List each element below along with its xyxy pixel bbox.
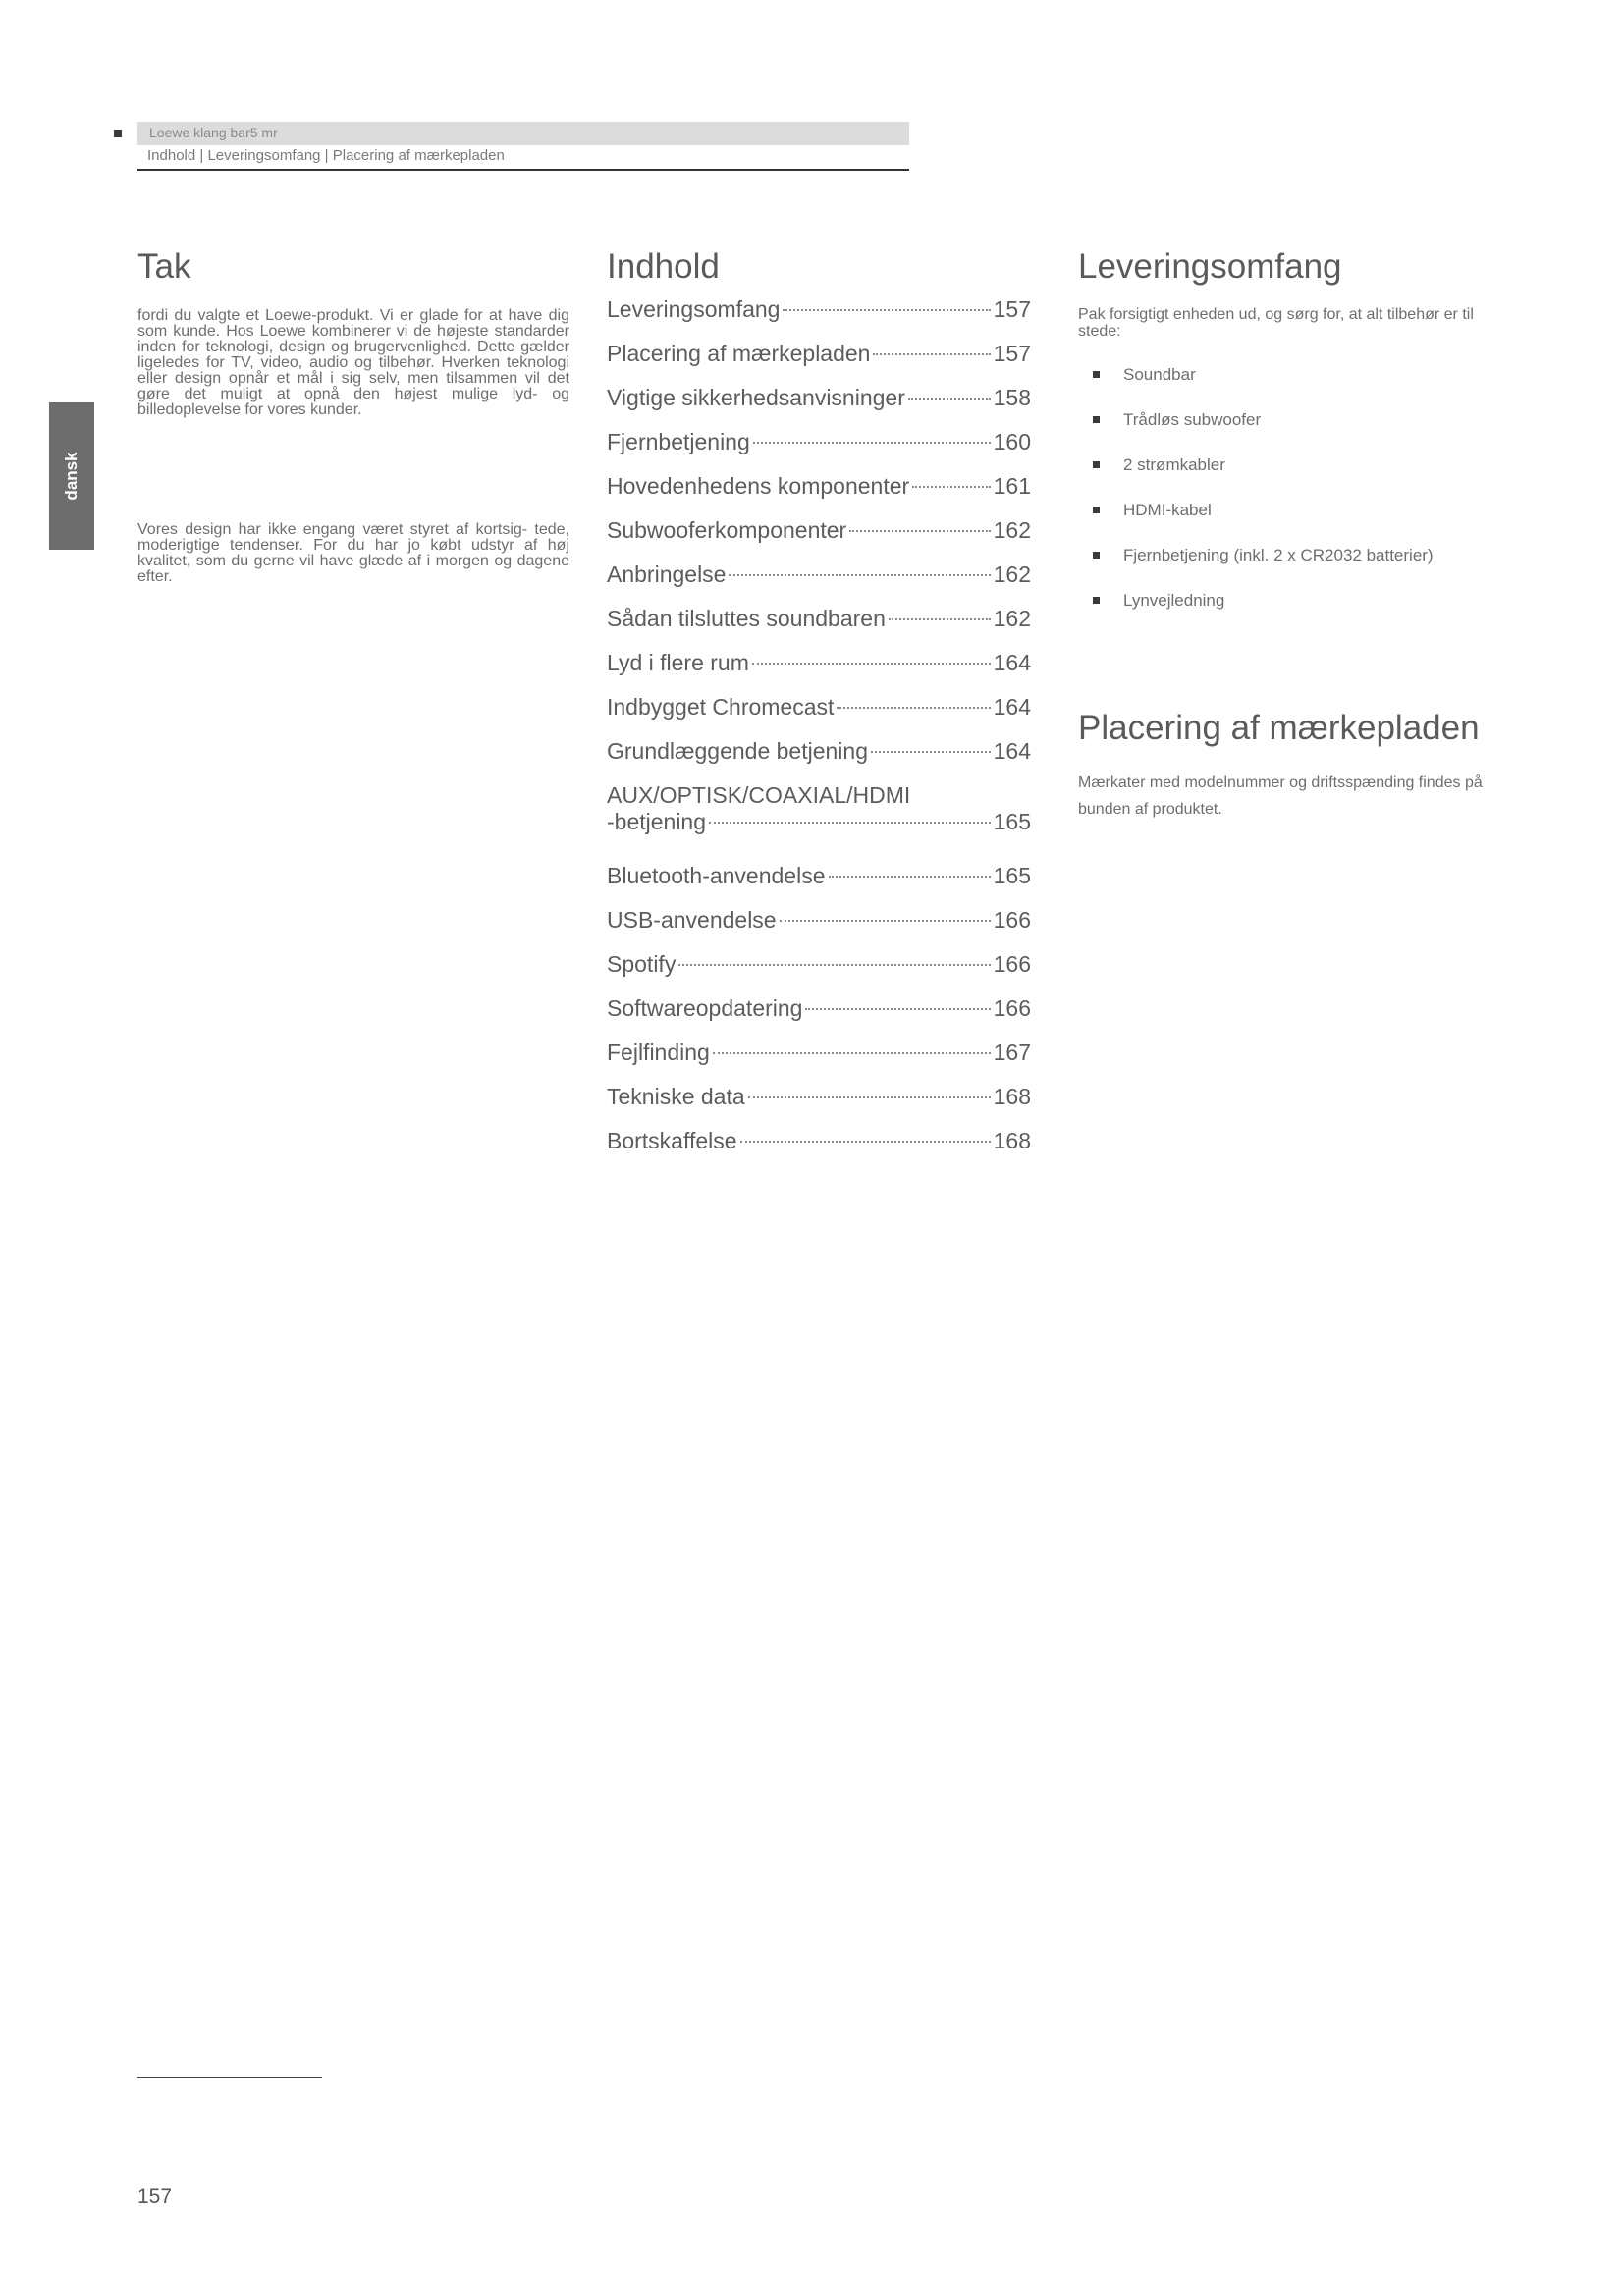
toc-item-label: USB-anvendelse (607, 907, 777, 933)
toc-item-label: Softwareopdatering (607, 995, 803, 1021)
header-breadcrumb: Indhold | Leveringsomfang | Placering af mærkepladen (147, 147, 505, 164)
toc-item-page: 160 (993, 429, 1031, 454)
table-of-contents (607, 296, 1031, 1172)
language-tab (49, 402, 94, 550)
toc-item-page: 157 (993, 341, 1031, 366)
toc-leader (889, 618, 991, 620)
header-product-bar (137, 122, 909, 145)
tak-paragraph-2: Vores design har ikke engang været styret af kortsig- tede, moderigtige tendenser. For du har jo købt udstyr af høj kvalitet, som du gerne vil have glæde af i morgen og dagene efter. (137, 521, 569, 585)
toc-leader (849, 530, 990, 532)
toc-item-placering[interactable] (607, 341, 1031, 385)
toc-item-label: Hovedenhedens komponenter (607, 473, 910, 499)
toc-item-page: 166 (993, 995, 1031, 1021)
toc-leader (873, 353, 990, 355)
toc-item-tekniske-data[interactable] (607, 1084, 1031, 1128)
toc-item-label: Placering af mærkepladen (607, 341, 871, 366)
toc-leader (871, 751, 991, 753)
toc-item-subwoofer[interactable] (607, 517, 1031, 561)
toc-item-label: Bortskaffelse (607, 1128, 737, 1153)
leveringsomfang-list (1090, 365, 1434, 636)
toc-leader (748, 1096, 991, 1098)
language-tab-label: dansk (62, 452, 81, 501)
toc-item-page: 162 (993, 517, 1031, 543)
page-number: 157 (137, 2185, 173, 2208)
toc-leader (912, 486, 990, 488)
toc-item-page: 164 (993, 738, 1031, 764)
list-item: HDMI-kabel (1090, 501, 1434, 546)
toc-item-leveringsomfang[interactable] (607, 296, 1031, 341)
toc-leader (829, 876, 991, 878)
toc-item-label: Anbringelse (607, 561, 727, 587)
toc-item-label: Spotify (607, 951, 677, 977)
list-item: Fjernbetjening (inkl. 2 x CR2032 batterier) (1090, 546, 1434, 591)
toc-item-sikkerhed[interactable] (607, 385, 1031, 429)
toc-item-page: 162 (993, 561, 1031, 587)
toc-item-label: Tekniske data (607, 1084, 745, 1109)
toc-item-label: Indbygget Chromecast (607, 694, 835, 720)
toc-item-usb[interactable] (607, 907, 1031, 951)
toc-item-fjernbetjening[interactable] (607, 429, 1031, 473)
leveringsomfang-intro: Pak forsigtigt enheden ud, og sørg for, at alt tilbehør er til stede: (1078, 306, 1474, 340)
header-product-name: Loewe klang bar5 mr (149, 125, 278, 140)
toc-leader (805, 1008, 990, 1010)
toc-leader (678, 964, 990, 966)
toc-heading: Indhold (607, 247, 720, 286)
placering-heading: Placering af mærkepladen (1078, 709, 1480, 747)
toc-leader (740, 1141, 991, 1143)
toc-leader (753, 442, 991, 444)
toc-item-page: 167 (993, 1040, 1031, 1065)
tak-heading: Tak (137, 247, 191, 286)
tak-paragraph-1: fordi du valgte et Loewe-produkt. Vi er glade for at have dig som kunde. Hos Loewe kombinerer vi de højeste standarder inden for teknologi, design og brugervenlighed. Dette gælder ligeledes for TV, video, audio og tilbehør. Hverken teknologi eller design opnår et mål i sig selv, men tilsammen vil det gøre det muligt at opnå den højest mulige lyd- og billedoplevelse for vores kunder. (137, 307, 569, 418)
toc-item-anbringelse[interactable] (607, 561, 1031, 606)
toc-item-line2 (607, 809, 1031, 835)
toc-item-label-line2: -betjening (607, 809, 707, 834)
list-item: 2 strømkabler (1090, 455, 1434, 501)
toc-item-page: 162 (993, 606, 1031, 631)
toc-item-aux-optisk[interactable] (607, 782, 1031, 863)
list-item: Trådløs subwoofer (1090, 410, 1434, 455)
placering-text: Mærkater med modelnummer og driftsspænding findes på bunden af produktet. (1078, 774, 1483, 818)
toc-item-label: Fjernbetjening (607, 429, 750, 454)
toc-leader (780, 920, 991, 922)
toc-leader (752, 663, 991, 665)
toc-item-software[interactable] (607, 995, 1031, 1040)
toc-item-page: 165 (993, 863, 1031, 888)
toc-item-label: Grundlæggende betjening (607, 738, 868, 764)
toc-item-page: 161 (993, 473, 1031, 499)
toc-item-spotify[interactable] (607, 951, 1031, 995)
toc-item-page: 164 (993, 650, 1031, 675)
toc-item-label-line1: AUX/OPTISK/COAXIAL/HDMI (607, 782, 911, 808)
toc-leader (729, 574, 990, 576)
toc-item-page: 157 (993, 296, 1031, 322)
toc-item-page: 166 (993, 907, 1031, 933)
toc-item-label: Leveringsomfang (607, 296, 781, 322)
toc-item-multirum[interactable] (607, 650, 1031, 694)
toc-item-page: 168 (993, 1128, 1031, 1153)
footer-divider (137, 2077, 322, 2078)
toc-item-fejlfinding[interactable] (607, 1040, 1031, 1084)
toc-item-page: 166 (993, 951, 1031, 977)
list-item: Soundbar (1090, 365, 1434, 410)
toc-leader (783, 309, 990, 311)
toc-item-label: Bluetooth-anvendelse (607, 863, 826, 888)
toc-item-page: 168 (993, 1084, 1031, 1109)
toc-leader (837, 707, 990, 709)
toc-item-label: Subwooferkomponenter (607, 517, 847, 543)
toc-item-label: Lyd i flere rum (607, 650, 749, 675)
toc-item-bluetooth[interactable] (607, 863, 1031, 907)
toc-item-label: Sådan tilsluttes soundbaren (607, 606, 886, 631)
list-item: Lynvejledning (1090, 591, 1434, 636)
leveringsomfang-heading: Leveringsomfang (1078, 247, 1342, 286)
toc-item-label: Fejlfinding (607, 1040, 710, 1065)
header-bullet-icon (114, 130, 122, 137)
toc-item-chromecast[interactable] (607, 694, 1031, 738)
toc-item-hovedenhed[interactable] (607, 473, 1031, 517)
header-divider (137, 169, 909, 171)
toc-leader (709, 822, 991, 824)
toc-item-page: 165 (993, 809, 1031, 834)
toc-item-page: 164 (993, 694, 1031, 720)
toc-leader (908, 398, 991, 400)
toc-item-label: Vigtige sikkerhedsanvisninger (607, 385, 905, 410)
toc-item-tilslutning[interactable] (607, 606, 1031, 650)
toc-item-bortskaffelse[interactable] (607, 1128, 1031, 1172)
toc-item-page: 158 (993, 385, 1031, 410)
toc-item-grundlaeggende[interactable] (607, 738, 1031, 782)
toc-leader (713, 1052, 991, 1054)
